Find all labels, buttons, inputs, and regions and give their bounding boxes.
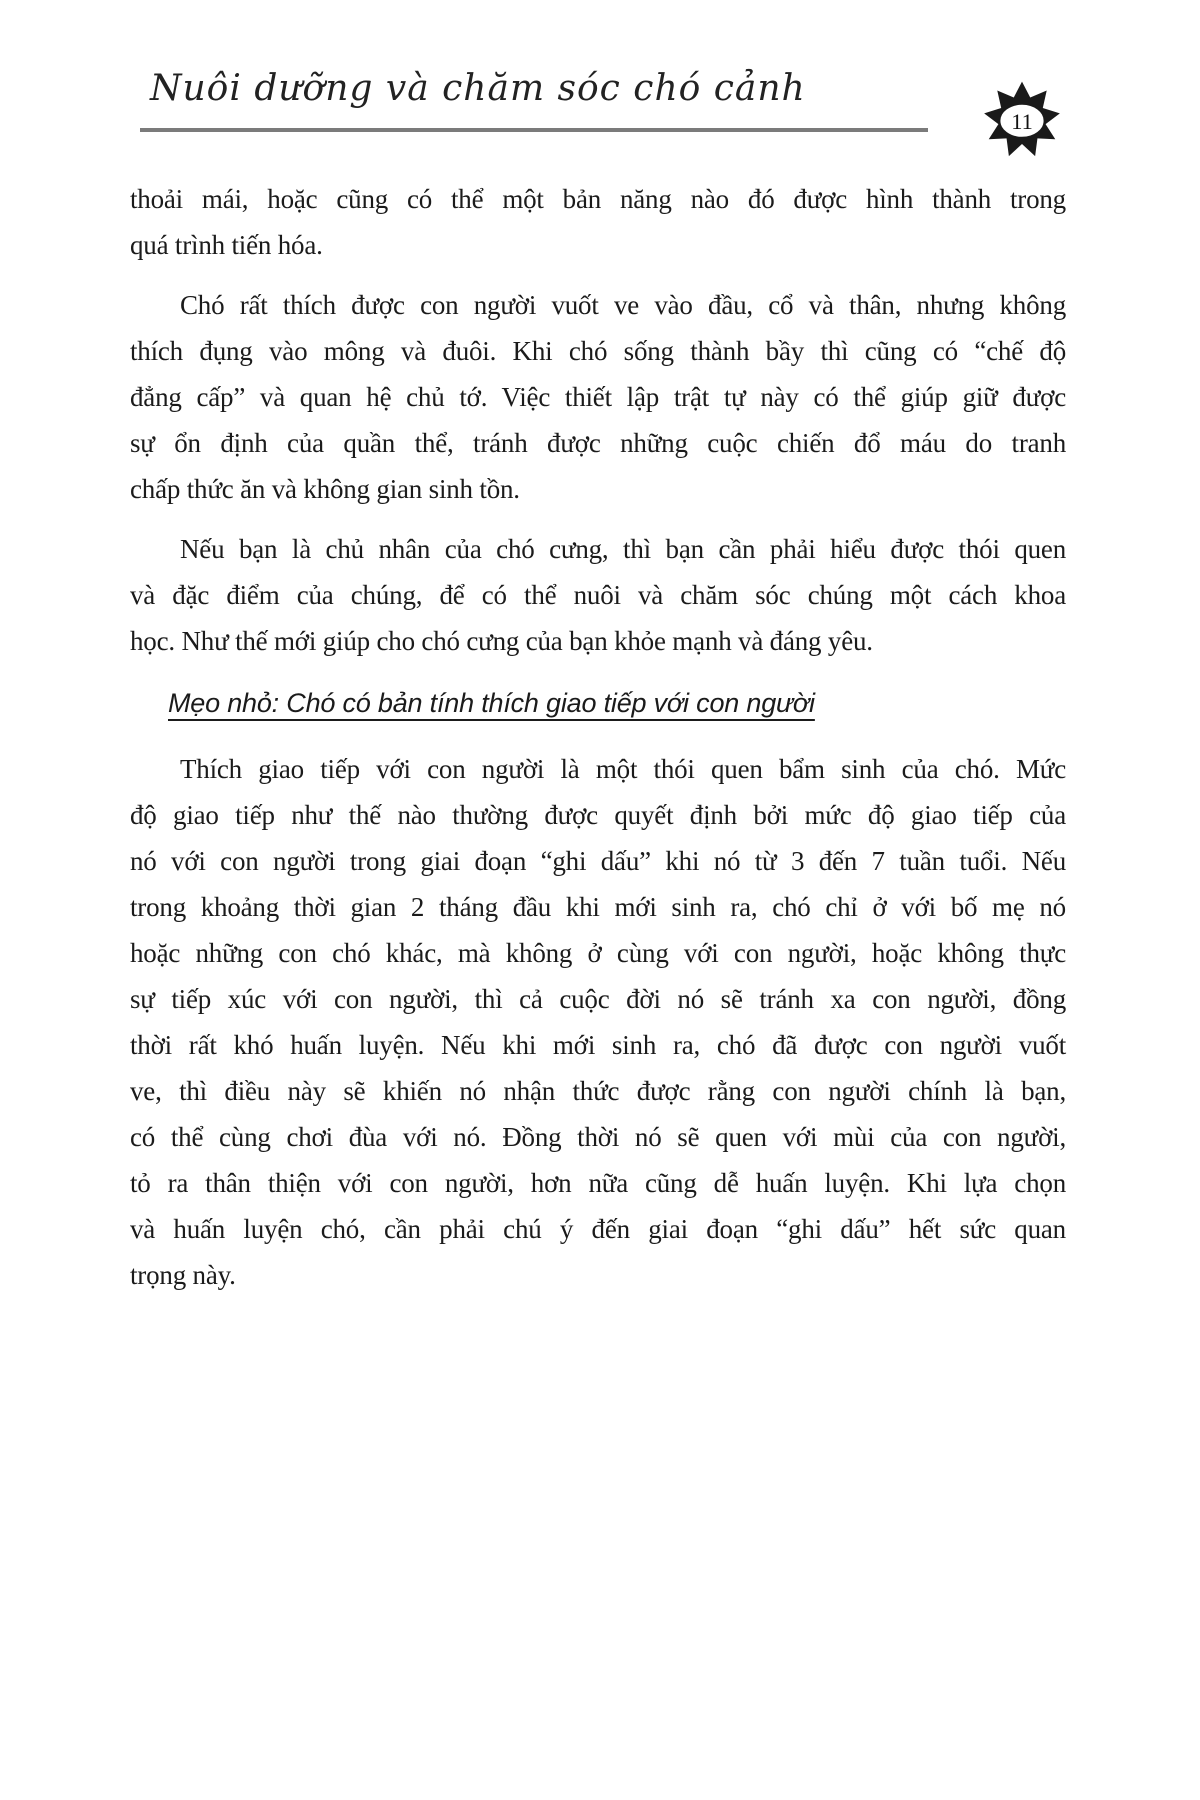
page-header [0, 0, 1200, 170]
text-line: quá trình tiến hóa. [130, 230, 323, 260]
header-rule [140, 128, 928, 132]
text-line: học. Như thế mới giúp cho chó cưng của bạn khỏe mạnh và đáng yêu. [130, 626, 873, 656]
text-line: tỏ ra thân thiện với con người, hơn nữa cũng dễ huấn luyện. Khi lựa chọn [130, 1168, 1066, 1198]
text-line: có thể cùng chơi đùa với nó. Đồng thời nó sẽ quen với mùi của con người, [130, 1122, 1066, 1152]
text-line: và đặc điểm của chúng, để có thể nuôi và chăm sóc chúng một cách khoa [130, 580, 1066, 610]
text-line: Thích giao tiếp với con người là một thói quen bẩm sinh của chó. Mức [180, 754, 1066, 784]
paragraph [130, 282, 1066, 512]
text-line: đẳng cấp” và quan hệ chủ tớ. Việc thiết lập trật tự này có thể giúp giữ được [130, 382, 1066, 412]
text-line: Nếu bạn là chủ nhân của chó cưng, thì bạn cần phải hiểu được thói quen [180, 534, 1066, 564]
text-line: ve, thì điều này sẽ khiến nó nhận thức được rằng con người chính là bạn, [130, 1076, 1066, 1106]
text-line: sự tiếp xúc với con người, thì cả cuộc đời nó sẽ tránh xa con người, đồng [130, 984, 1066, 1014]
text-line: thời rất khó huấn luyện. Nếu khi mới sinh ra, chó đã được con người vuốt [130, 1030, 1066, 1060]
running-head-title: Nuôi dưỡng và chăm sóc chó cảnh [150, 68, 806, 109]
text-line: trọng này. [130, 1260, 236, 1290]
page-number: 11 [1011, 108, 1033, 134]
text-line: hoặc những con chó khác, mà không ở cùng với con người, hoặc không thực [130, 938, 1066, 968]
paragraph [130, 746, 1066, 1298]
text-line: và huấn luyện chó, cần phải chú ý đến giai đoạn “ghi dấu” hết sức quan [130, 1214, 1066, 1244]
tip-heading: Mẹo nhỏ: Chó có bản tính thích giao tiếp với con người [168, 688, 815, 718]
text-line: thoải mái, hoặc cũng có thể một bản năng nào đó được hình thành trong [130, 184, 1066, 214]
page-body [130, 176, 1066, 1312]
text-line: độ giao tiếp như thế nào thường được quyết định bởi mức độ giao tiếp của [130, 800, 1066, 830]
paragraph [130, 526, 1066, 664]
text-line: sự ổn định của quần thể, tránh được những cuộc chiến đổ máu do tranh [130, 428, 1066, 458]
text-line: chấp thức ăn và không gian sinh tồn. [130, 474, 520, 504]
page-number-badge [982, 80, 1062, 160]
text-line: trong khoảng thời gian 2 tháng đầu khi mới sinh ra, chó chỉ ở với bố mẹ nó [130, 892, 1066, 922]
text-line: nó với con người trong giai đoạn “ghi dấu” khi nó từ 3 đến 7 tuần tuổi. Nếu [130, 846, 1066, 876]
text-line: thích đụng vào mông và đuôi. Khi chó sống thành bầy thì cũng có “chế độ [130, 336, 1066, 366]
text-line: Chó rất thích được con người vuốt ve vào đầu, cổ và thân, nhưng không [180, 290, 1066, 320]
paragraph [130, 176, 1066, 268]
